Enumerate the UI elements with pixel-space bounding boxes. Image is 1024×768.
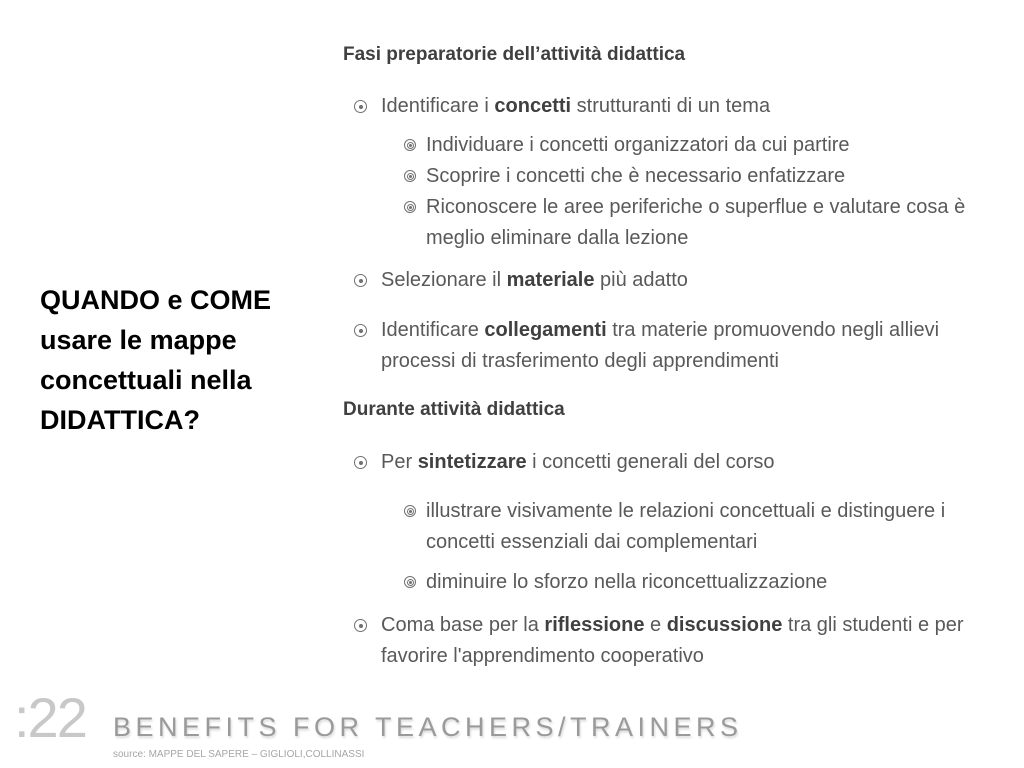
circle-dot-icon [354,100,367,113]
circle-dot-icon [354,619,367,632]
list-item-material: Selezionare il materiale più adatto [381,265,991,296]
section-heading-during: Durante attività didattica [343,399,565,420]
section-heading-preparatory: Fasi preparatorie dell’attività didattica [343,44,686,65]
list-item-reflection: Coma base per la riflessione e discussione tra gli studenti e per favorire l'apprendimento cooperativo [381,610,991,672]
sub-item-emphasize: Scoprire i concetti che è necessario enfatizzare [426,161,986,192]
list-item-links: Identificare collegamenti tra materie promuovendo negli allievi processi di trasferimento degli apprendimenti [381,315,991,377]
circle-dot-icon [354,324,367,337]
target-icon [404,170,416,182]
sub-item-peripheral: Riconoscere le aree periferiche o superflue e valutare cosa è meglio eliminare dalla lezione [426,192,986,254]
list-item-concepts: Identificare i concetti strutturanti di un tema [381,91,991,122]
sub-item-reduce-effort: diminuire lo sforzo nella riconcettualizzazione [426,567,986,598]
list-item-synthesize: Per sintetizzare i concetti generali del corso [381,447,991,478]
footer-title: BENEFITS FOR TEACHERS/TRAINERS [113,712,743,742]
target-icon [404,505,416,517]
target-icon [404,576,416,588]
target-icon [404,139,416,151]
circle-dot-icon [354,274,367,287]
sub-item-organizers: Individuare i concetti organizzatori da cui partire [426,130,986,161]
circle-dot-icon [354,456,367,469]
target-icon [404,201,416,213]
slide-question-title: QUANDO e COME usare le mappe concettuali nella DIDATTICA? [40,285,272,435]
slide-number: :22 [14,686,86,749]
footer-source: source: MAPPE DEL SAPERE – GIGLIOLI,COLLINASSI [113,749,365,760]
sub-item-illustrate: illustrare visivamente le relazioni concettuali e distinguere i concetti essenziali dai complementari [426,496,986,558]
